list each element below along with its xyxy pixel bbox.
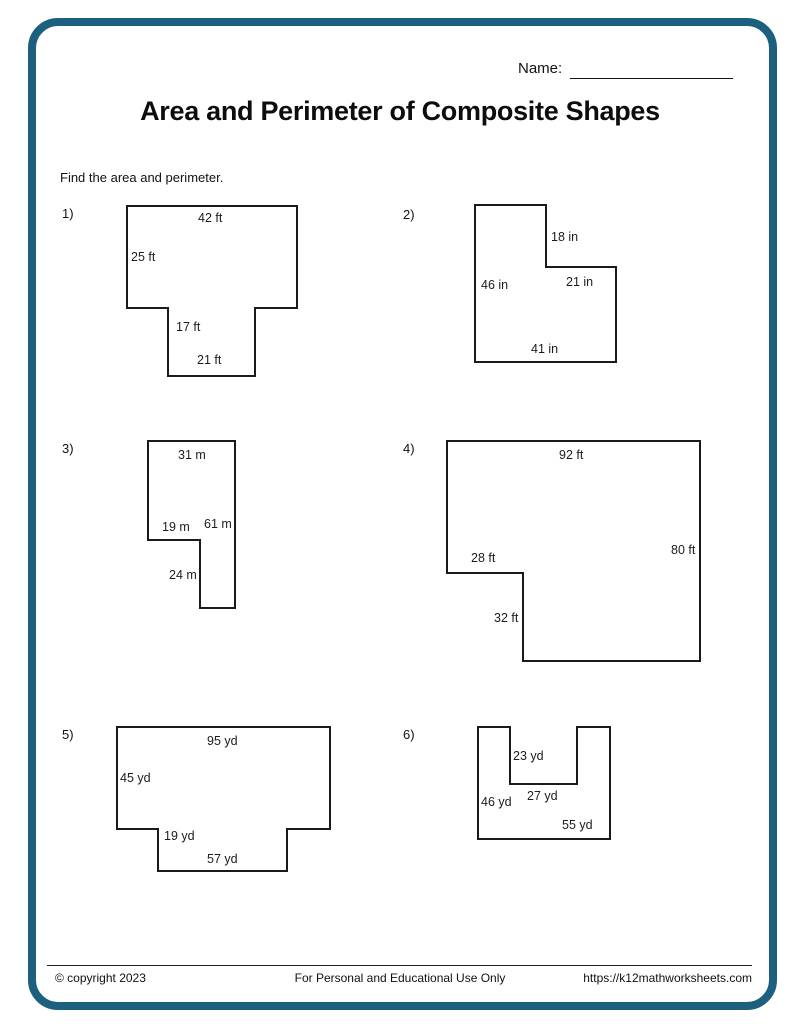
dim-label: 46 in (481, 278, 509, 292)
dim-label: 42 ft (198, 211, 223, 225)
problem-number: 1) (62, 206, 74, 221)
instruction-text: Find the area and perimeter. (60, 170, 224, 185)
dim-label: 46 yd (481, 795, 512, 809)
footer-copyright: © copyright 2023 (55, 971, 146, 985)
dim-label: 31 m (178, 448, 206, 462)
footer-url: https://k12mathworksheets.com (583, 971, 752, 985)
dim-label: 23 yd (513, 749, 544, 763)
footer-divider (47, 965, 752, 966)
shape-outline-1 (127, 206, 297, 376)
dim-label: 80 ft (671, 543, 696, 557)
dim-label: 18 in (551, 230, 579, 244)
dim-label: 92 ft (559, 448, 584, 462)
problem-number: 4) (403, 441, 415, 456)
dim-label: 95 yd (207, 734, 238, 748)
dim-label: 19 m (162, 520, 190, 534)
dim-label: 21 ft (197, 353, 222, 367)
dim-label: 17 ft (176, 320, 201, 334)
dim-label: 24 m (169, 568, 197, 582)
dim-label: 27 yd (527, 789, 558, 803)
dim-label: 61 m (204, 517, 232, 531)
problem-number: 6) (403, 727, 415, 742)
worksheet-title: Area and Perimeter of Composite Shapes (140, 96, 660, 126)
dim-label: 55 yd (562, 818, 593, 832)
dim-label: 21 in (566, 275, 594, 289)
problem-number: 2) (403, 207, 415, 222)
dim-label: 41 in (531, 342, 559, 356)
dim-label: 25 ft (131, 250, 156, 264)
name-label: Name: (518, 60, 563, 77)
dim-label: 28 ft (471, 551, 496, 565)
dim-label: 32 ft (494, 611, 519, 625)
footer-usage-note: For Personal and Educational Use Only (294, 971, 506, 985)
shape-outline-5 (117, 727, 330, 871)
dim-label: 45 yd (120, 771, 151, 785)
dim-label: 19 yd (164, 829, 195, 843)
problem-number: 3) (62, 441, 74, 456)
problem-number: 5) (62, 727, 74, 742)
dim-label: 57 yd (207, 852, 238, 866)
